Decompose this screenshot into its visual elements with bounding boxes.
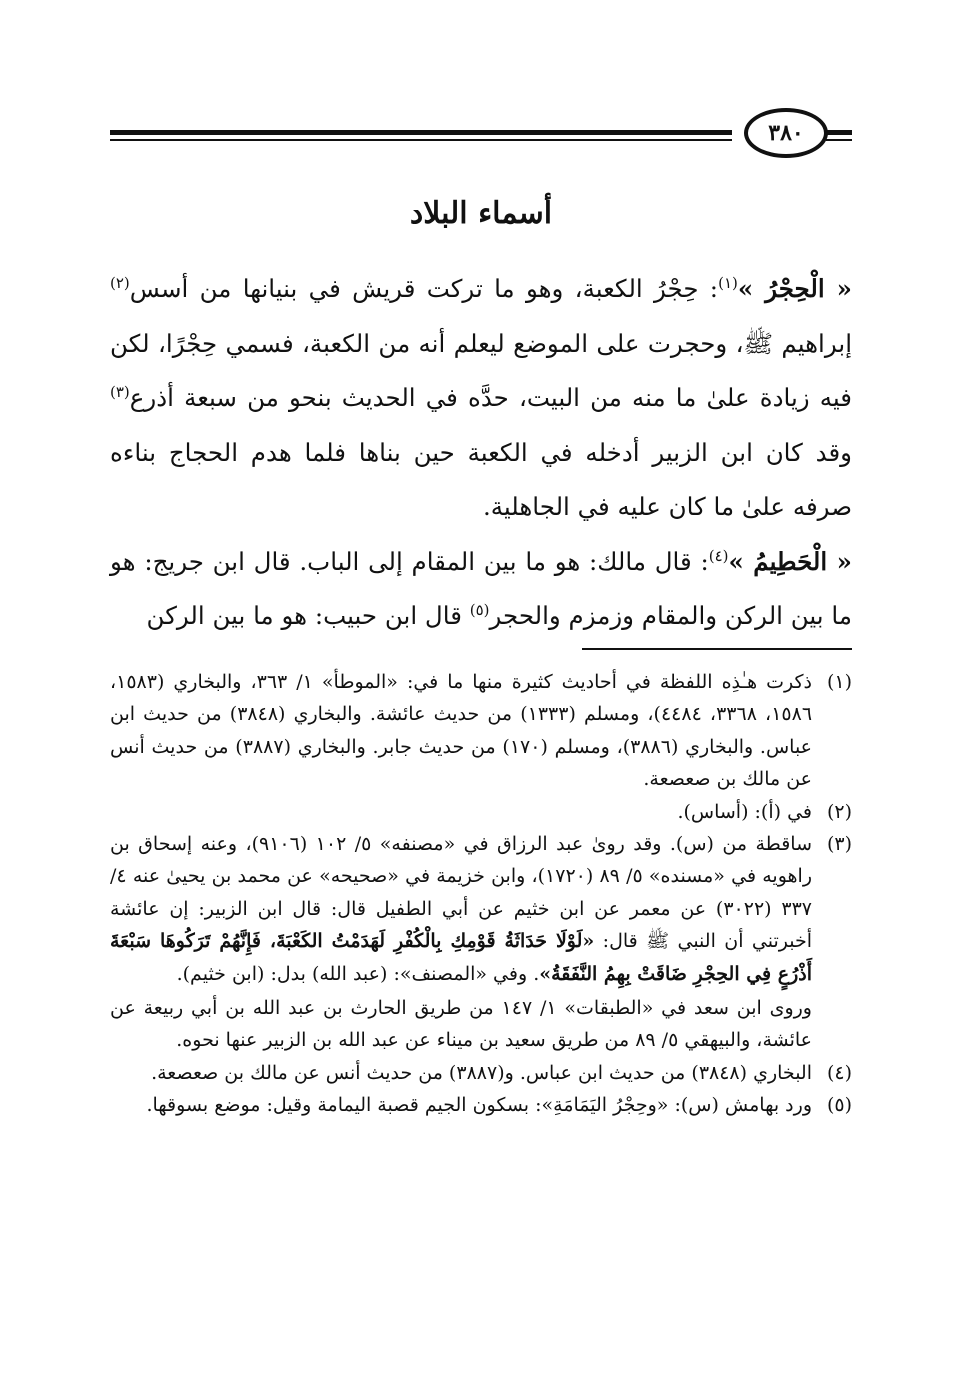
footnote-ref: (٤): [708, 546, 729, 565]
footnote-number: (٢): [826, 800, 852, 823]
header-rule: [110, 130, 732, 135]
footnote-text: [110, 828, 812, 1057]
paragraph-hatim: [110, 535, 852, 644]
hadith-quote: «لَوْلَا حَدَاثَةُ قَوْمِكِ بِالْكُفْرِ لَهَدَمْتُ الكَعْبَةَ، فَإِنَّهُمْ تَرَكُوهَا سَبْعَةَ أَذْرُعٍ فِي الحِجْرِ ضَاقَتْ بِهِمُ النَّفَقَةُ»: [110, 930, 812, 985]
paragraph-text: وقد كان ابن الزبير أدخله في الكعبة حين بناها فلما هدم الحجاج بناءه صرفه علىٰ ما كان عليه في الجاهلية.: [110, 437, 852, 521]
paragraph-text: : حِجْرُ الكعبة، وهو ما تركت قريش في بنيانها من أسس: [129, 274, 719, 303]
header-rule-stub-thin: [826, 139, 852, 141]
paragraph-text: إبراهيم ﷺ، وحجرت على الموضع ليعلم أنه من الكعبة، فسمي حِجْرًا، لكن فيه زيادة علىٰ ما منه من البيت، حدَّه في الحديث بنحو من سبعة أذرع: [110, 328, 852, 412]
footnote-ref: (١): [718, 273, 738, 292]
main-text: [110, 262, 852, 644]
footnote-ref: (٢): [110, 273, 130, 292]
footnote: [110, 666, 852, 796]
header-rule-thin: [110, 139, 732, 141]
footnote: [110, 1057, 852, 1089]
footnote-ref: (٥): [469, 600, 490, 619]
section-title: أسماء البلاد: [409, 196, 553, 231]
footnote-text-part: ساقطة من (س). وقد روىٰ عبد الرزاق في «مصنفه» ٥/ ١٠٢ (٩١٠٦)، وعنه إسحاق بن راهويه في «مسنده» ٥/ ٨٩ (١٧٢٠)، وابن خزيمة في «صحيحه» عن محمد بن يحيىٰ عنه ٤/ ٣٣٧ (٣٠٢٢) عن معمر عن ابن خثيم عن أبي الطفيل قال: قال ابن الزبير: إن عائشة أخبرتني أن النبي ﷺ قال:: [110, 833, 813, 953]
term-hatim: « الْحَطِيمُ »: [728, 546, 852, 576]
footnote: [110, 828, 852, 1057]
footnote-continuation: وروى ابن سعد في «الطبقات» ١/ ١٤٧ من طريق الحارث بن عبد الله بن أبي ربيعة عن عائشة، والبيهقي ٥/ ٨٩ من طريق سعيد بن ميناء عن عبد الله بن الزبير عنها نحوه.: [110, 997, 812, 1052]
footnotes: [110, 666, 852, 1122]
footnote-text: ذكرت هـٰذِه اللفظة في أحاديث كثيرة منها ما في: «الموطأ» ١/ ٣٦٣، والبخاري (١٥٨٣، ١٥٨٦، ٣٣٦٨، ٤٤٨٤)، ومسلم (١٣٣٣) من حديث عائشة. والبخاري (٣٨٤٨) من حديث ابن عباس. والبخاري (٣٨٨٦)، ومسلم (١٧٠) من حديث جابر. والبخاري (٣٨٨٧) من حديث أنس عن مالك بن صعصعة.: [110, 671, 813, 791]
footnote-text-part: . وفي «المصنف»: (عبد الله) بدل: (ابن خثيم).: [176, 962, 540, 985]
footnote: [110, 1089, 852, 1121]
footnote: [110, 796, 852, 828]
footnote-number: (٣): [826, 833, 852, 856]
footnote-number: (٥): [826, 1094, 852, 1117]
paragraph-text: قال ابن حبيب: هو ما بين الركن: [146, 601, 470, 630]
footnote-text: ورد بهامش (س): «وحِجْرُ اليَمَامَةِ»: بسكون الجيم قصبة اليمامة وقيل: موضع بسوقها.: [146, 1094, 812, 1117]
footnote-separator: [582, 648, 852, 650]
footnote-ref: (٣): [110, 382, 130, 401]
footnote-text: في (أ): (أساس).: [677, 800, 812, 823]
paragraph-hijr: [110, 262, 852, 535]
footnote-number: (١): [826, 671, 852, 693]
page-number: ٣٨٠: [744, 108, 828, 158]
term-hijr: « الْحِجْرُ »: [737, 274, 852, 303]
paragraph-text: : قال مالك: هو ما بين المقام إلى الباب. قال ابن جريج: هو ما بين الركن والمقام وزمزم والحجر: [110, 546, 852, 630]
page-header: [110, 108, 852, 160]
footnote-number: (٤): [826, 1061, 852, 1084]
footnote-text: البخاري (٣٨٤٨) من حديث ابن عباس. و(٣٨٨٧) من حديث أنس عن مالك بن صعصعة.: [151, 1061, 812, 1084]
header-rule-stub: [826, 130, 852, 135]
